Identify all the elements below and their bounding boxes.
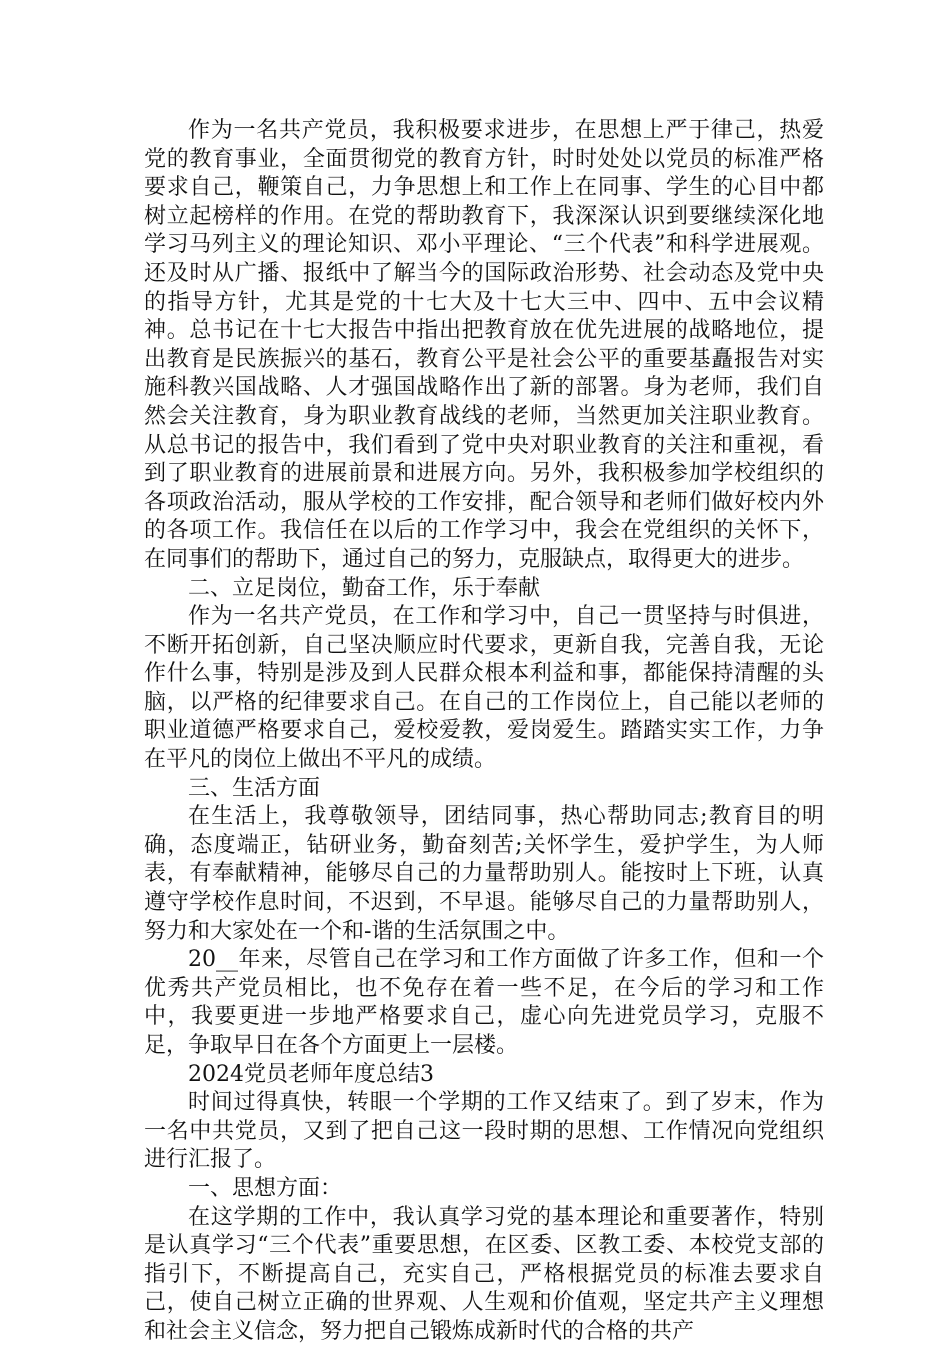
paragraph-party-member-progress: 作为一名共产党员，我积极要求进步，在思想上严于律己，热爱党的教育事业，全面贯彻党的教育方针，时时处处以党员的标准严格要求自己，鞭策自己，力争思想上和工作上在同事、学生的心目中都树立起榜样的作用。在党的帮助教育下，我深深认识到要继续深化地学习马列主义的理论知识、邓小平理论、“三个代表”和科学进展观。还及时从广播、报纸中了解当今的国际政治形势、社会动态及党中央的指导方针，尤其是党的十七大及十七大三中、四中、五中会议精神。总书记在十七大报告中指出把教育放在优先进展的战略地位，提出教育是民族振兴的基石，教育公平是社会公平的重要基矗报告对实施科教兴国战略、人才强国战略作出了新的部署。身为老师，我们自然会关注教育，身为职业教育战线的老师，当然更加关注职业教育。从总书记的报告中，我们看到了党中央对职业教育的关注和重视，看到了职业教育的进展前景和进展方向。另外，我积极参加学校组织的各项政治活动，服从学校的工作安排，配合领导和老师们做好校内外的各项工作。我信任在以后的工作学习中，我会在党组织的关怀下，在同事们的帮助下，通过自己的努力，克服缺点，取得更大的进步。 <box>144 118 824 572</box>
section-heading-thought: 一、思想方面： <box>188 1175 343 1201</box>
paragraph-work: 作为一名共产党员，在工作和学习中，自己一贯坚持与时俱进，不断开拓创新，自己坚决顺应时代要求，更新自我，完善自我，无论作什么事，特别是涉及到人民群众根本利益和事，都能保持清醒的头脑，以严格的纪律要求自己。在自己的工作岗位上，自己能以老师的职业道德严格要求自己，爱校爱教，爱岗爱生。踏踏实实工作，力争在平凡的岗位上做出不平凡的成绩。 <box>144 604 824 773</box>
paragraph-life: 在生活上，我尊敬领导，团结同事，热心帮助同志;教育目的明确，态度端正，钻研业务，勤奋刻苦;关怀学生，爱护学生，为人师表，有奉献精神，能够尽自己的力量帮助别人。能按时上下班，认真遵守学校作息时间，不迟到，不早退。能够尽自己的力量帮助别人，努力和大家处在一个和-谐的生活氛围之中。 <box>144 804 824 944</box>
paragraph-thought: 在这学期的工作中，我认真学习党的基本理论和重要著作，特别是认真学习“三个代表”重要思想，在区委、区教工委、本校党支部的指引下，不断提高自己，充实自己，严格根据党员的标准去要求自己，使自己树立正确的世界观、人生观和价值观，坚定共产主义理想和社会主义信念，努力把自己锻炼成新时代的合格的共产 <box>144 1204 824 1344</box>
section-heading-life: 三、生活方面 <box>188 775 321 801</box>
paragraph-shortcomings: 20__年来，尽管自己在学习和工作方面做了许多工作，但和一个优秀共产党员相比，也不免存在着一些不足，在今后的学习和工作中，我要更进一步地严格要求自己，虚心向先进党员学习，克服不足，争取早日在各个方面更上一层楼。 <box>144 947 824 1058</box>
document-body <box>144 117 824 1347</box>
document-subtitle: 2024党员老师年度总结3 <box>188 1061 434 1087</box>
paragraph-intro: 时间过得真快，转眼一个学期的工作又结束了。到了岁末，作为一名中共党员，又到了把自己这一段时期的思想、工作情况向党组织进行汇报了。 <box>144 1090 824 1173</box>
section-heading-work: 二、立足岗位，勤奋工作，乐于奉献 <box>188 575 541 601</box>
